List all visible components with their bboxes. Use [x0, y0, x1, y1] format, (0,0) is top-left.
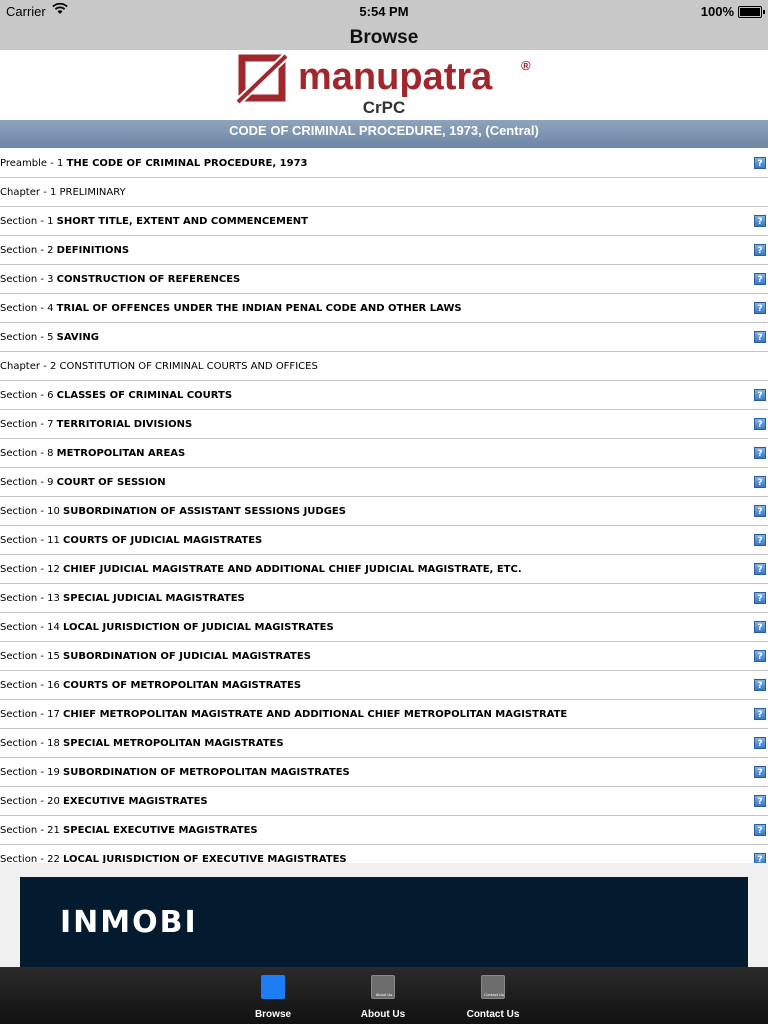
about-us-icon-text: About Us [375, 992, 393, 997]
list-item[interactable] [0, 468, 768, 497]
list-item-text [0, 236, 129, 266]
list-item-text [0, 555, 522, 585]
item-number-label: Section - 19 [0, 767, 64, 778]
brand-name: manupatra [298, 56, 493, 98]
contact-us-icon-text: Contact Us [484, 992, 504, 997]
item-title: SUBORDINATION OF JUDICIAL MAGISTRATES [63, 651, 311, 662]
help-icon[interactable]: ? [754, 795, 766, 807]
help-icon[interactable]: ? [754, 592, 766, 604]
item-title: TERRITORIAL DIVISIONS [56, 419, 193, 430]
help-icon[interactable]: ? [754, 563, 766, 575]
list-item-text [0, 439, 185, 469]
tab-label: Contact Us [466, 1009, 520, 1020]
item-title: METROPOLITAN AREAS [56, 448, 186, 459]
list-item-text [0, 265, 240, 295]
item-number-label: Section - 14 [0, 622, 64, 633]
help-icon[interactable]: ? [754, 476, 766, 488]
help-icon[interactable]: ? [754, 766, 766, 778]
item-title: THE CODE OF CRIMINAL PROCEDURE, 1973 [66, 158, 308, 169]
item-number-label: Section - 8 [0, 448, 57, 459]
item-number-label: Section - 3 [0, 274, 57, 285]
item-number-label: Section - 17 [0, 709, 64, 720]
help-icon[interactable]: ? [754, 824, 766, 836]
item-number-label: Section - 13 [0, 593, 64, 604]
list-item-text [0, 323, 99, 353]
list-item-text [0, 787, 208, 817]
list-item-text [0, 526, 262, 556]
browse-icon [261, 975, 285, 999]
item-title: TRIAL OF OFFENCES UNDER THE INDIAN PENAL CODE AND OTHER LAWS [56, 303, 462, 314]
manupatra-logo-icon [236, 54, 292, 104]
ad-banner[interactable] [20, 877, 748, 967]
tab-label: About Us [360, 1009, 406, 1020]
list-item-text [0, 149, 308, 179]
item-title: COURTS OF METROPOLITAN MAGISTRATES [63, 680, 302, 691]
help-icon[interactable]: ? [754, 331, 766, 343]
list-item-text [0, 845, 347, 863]
list-item[interactable] [0, 700, 768, 729]
item-title: SPECIAL EXECUTIVE MAGISTRATES [63, 825, 258, 836]
list-item[interactable] [0, 149, 768, 178]
list-item-text [0, 671, 301, 701]
help-icon[interactable]: ? [754, 650, 766, 662]
act-title-banner: CODE OF CRIMINAL PROCEDURE, 1973, (Central) [0, 120, 768, 148]
list-item-text [0, 381, 232, 411]
table-of-contents[interactable] [0, 149, 768, 863]
help-icon[interactable]: ? [754, 302, 766, 314]
help-icon[interactable]: ? [754, 737, 766, 749]
list-item-text [0, 497, 346, 527]
list-item[interactable] [0, 410, 768, 439]
list-item[interactable] [0, 584, 768, 613]
product-subtitle: CrPC [362, 98, 406, 117]
list-item[interactable] [0, 294, 768, 323]
help-icon[interactable]: ? [754, 534, 766, 546]
list-item-text [0, 178, 126, 208]
navigation-bar [0, 22, 768, 50]
list-item[interactable] [0, 671, 768, 700]
list-item-text [0, 700, 567, 730]
item-title: COURTS OF JUDICIAL MAGISTRATES [63, 535, 263, 546]
item-number-label: Section - 20 [0, 796, 64, 807]
item-title: SPECIAL JUDICIAL MAGISTRATES [63, 593, 245, 604]
list-item-text [0, 642, 311, 672]
item-number-label: Section - 16 [0, 680, 64, 691]
item-title: SUBORDINATION OF ASSISTANT SESSIONS JUDGES [63, 506, 346, 517]
list-item[interactable] [0, 381, 768, 410]
list-item-text [0, 410, 192, 440]
item-number-label: Preamble - 1 [0, 158, 67, 169]
item-number-label: Section - 4 [0, 303, 57, 314]
item-number-label: Section - 10 [0, 506, 64, 517]
help-icon[interactable]: ? [754, 389, 766, 401]
list-item-text [0, 294, 462, 324]
ad-area [0, 863, 768, 967]
tab-contact-us[interactable] [448, 967, 538, 1024]
item-title: SPECIAL METROPOLITAN MAGISTRATES [63, 738, 284, 749]
list-item[interactable] [0, 207, 768, 236]
item-number-label: Section - 21 [0, 825, 64, 836]
list-item[interactable] [0, 352, 768, 381]
list-item-text [0, 729, 284, 759]
help-icon[interactable]: ? [754, 447, 766, 459]
item-title: COURT OF SESSION [56, 477, 166, 488]
item-number-label: Chapter - 2 [0, 361, 60, 372]
list-item[interactable] [0, 642, 768, 671]
item-title: SHORT TITLE, EXTENT AND COMMENCEMENT [56, 216, 308, 227]
item-number-label: Section - 22 [0, 854, 64, 863]
tab-bar [0, 967, 768, 1024]
help-icon[interactable]: ? [754, 418, 766, 430]
item-number-label: Section - 5 [0, 332, 57, 343]
carrier-label: Carrier [6, 4, 46, 19]
list-item[interactable] [0, 787, 768, 816]
item-number-label: Section - 15 [0, 651, 64, 662]
item-number-label: Section - 12 [0, 564, 64, 575]
item-number-label: Section - 11 [0, 535, 64, 546]
item-title: SAVING [56, 332, 99, 343]
item-title: EXECUTIVE MAGISTRATES [63, 796, 208, 807]
list-item[interactable] [0, 323, 768, 352]
item-title: CHIEF JUDICIAL MAGISTRATE AND ADDITIONAL CHIEF JUDICIAL MAGISTRATE, ETC. [63, 564, 522, 575]
registered-mark: ® [521, 58, 531, 73]
list-item-text [0, 613, 334, 643]
item-title: SUBORDINATION OF METROPOLITAN MAGISTRATES [63, 767, 350, 778]
list-item-text [0, 584, 245, 614]
logo-header [0, 50, 768, 120]
help-icon[interactable]: ? [754, 708, 766, 720]
list-item-text [0, 468, 166, 498]
tab-browse[interactable] [228, 967, 318, 1024]
item-number-label: Section - 9 [0, 477, 57, 488]
list-item[interactable] [0, 613, 768, 642]
help-icon[interactable]: ? [754, 244, 766, 256]
item-title: CLASSES OF CRIMINAL COURTS [56, 390, 233, 401]
inmobi-logo: INMOBI [60, 905, 198, 940]
tab-about-us[interactable] [338, 967, 428, 1024]
list-item[interactable] [0, 845, 768, 863]
list-item-text [0, 352, 318, 382]
contact-us-icon [481, 975, 505, 999]
list-item[interactable] [0, 178, 768, 207]
page-title: Browse [349, 27, 419, 48]
item-number-label: Section - 6 [0, 390, 57, 401]
item-number-label: Section - 18 [0, 738, 64, 749]
list-item-text [0, 816, 258, 846]
help-icon[interactable]: ? [754, 853, 766, 863]
item-title: LOCAL JURISDICTION OF EXECUTIVE MAGISTRATES [63, 854, 347, 863]
list-item[interactable] [0, 526, 768, 555]
battery-percent: 100% [700, 4, 734, 19]
list-item[interactable] [0, 758, 768, 787]
item-number-label: Section - 1 [0, 216, 57, 227]
help-icon[interactable]: ? [754, 679, 766, 691]
item-number-label: Section - 2 [0, 245, 57, 256]
item-title: CONSTRUCTION OF REFERENCES [56, 274, 241, 285]
item-number-label: Section - 7 [0, 419, 57, 430]
list-item[interactable] [0, 816, 768, 845]
help-icon[interactable]: ? [754, 621, 766, 633]
item-title: CONSTITUTION OF CRIMINAL COURTS AND OFFICES [59, 361, 318, 372]
item-number-label: Chapter - 1 [0, 187, 60, 198]
clock: 5:54 PM [359, 4, 409, 19]
help-icon[interactable]: ? [754, 157, 766, 169]
item-title: CHIEF METROPOLITAN MAGISTRATE AND ADDITIONAL CHIEF METROPOLITAN MAGISTRATE [63, 709, 568, 720]
list-item[interactable] [0, 555, 768, 584]
list-item[interactable] [0, 729, 768, 758]
help-icon[interactable]: ? [754, 505, 766, 517]
about-us-icon [371, 975, 395, 999]
tab-label: Browse [254, 1009, 292, 1020]
item-title: DEFINITIONS [56, 245, 130, 256]
list-item[interactable] [0, 265, 768, 294]
item-title: PRELIMINARY [59, 187, 126, 198]
help-icon[interactable]: ? [754, 215, 766, 227]
list-item-text [0, 758, 350, 788]
list-item[interactable] [0, 439, 768, 468]
status-bar [0, 0, 768, 22]
list-item-text [0, 207, 308, 237]
help-icon[interactable]: ? [754, 273, 766, 285]
battery-icon [738, 6, 762, 18]
list-item[interactable] [0, 236, 768, 265]
item-title: LOCAL JURISDICTION OF JUDICIAL MAGISTRATES [63, 622, 334, 633]
list-item[interactable] [0, 497, 768, 526]
